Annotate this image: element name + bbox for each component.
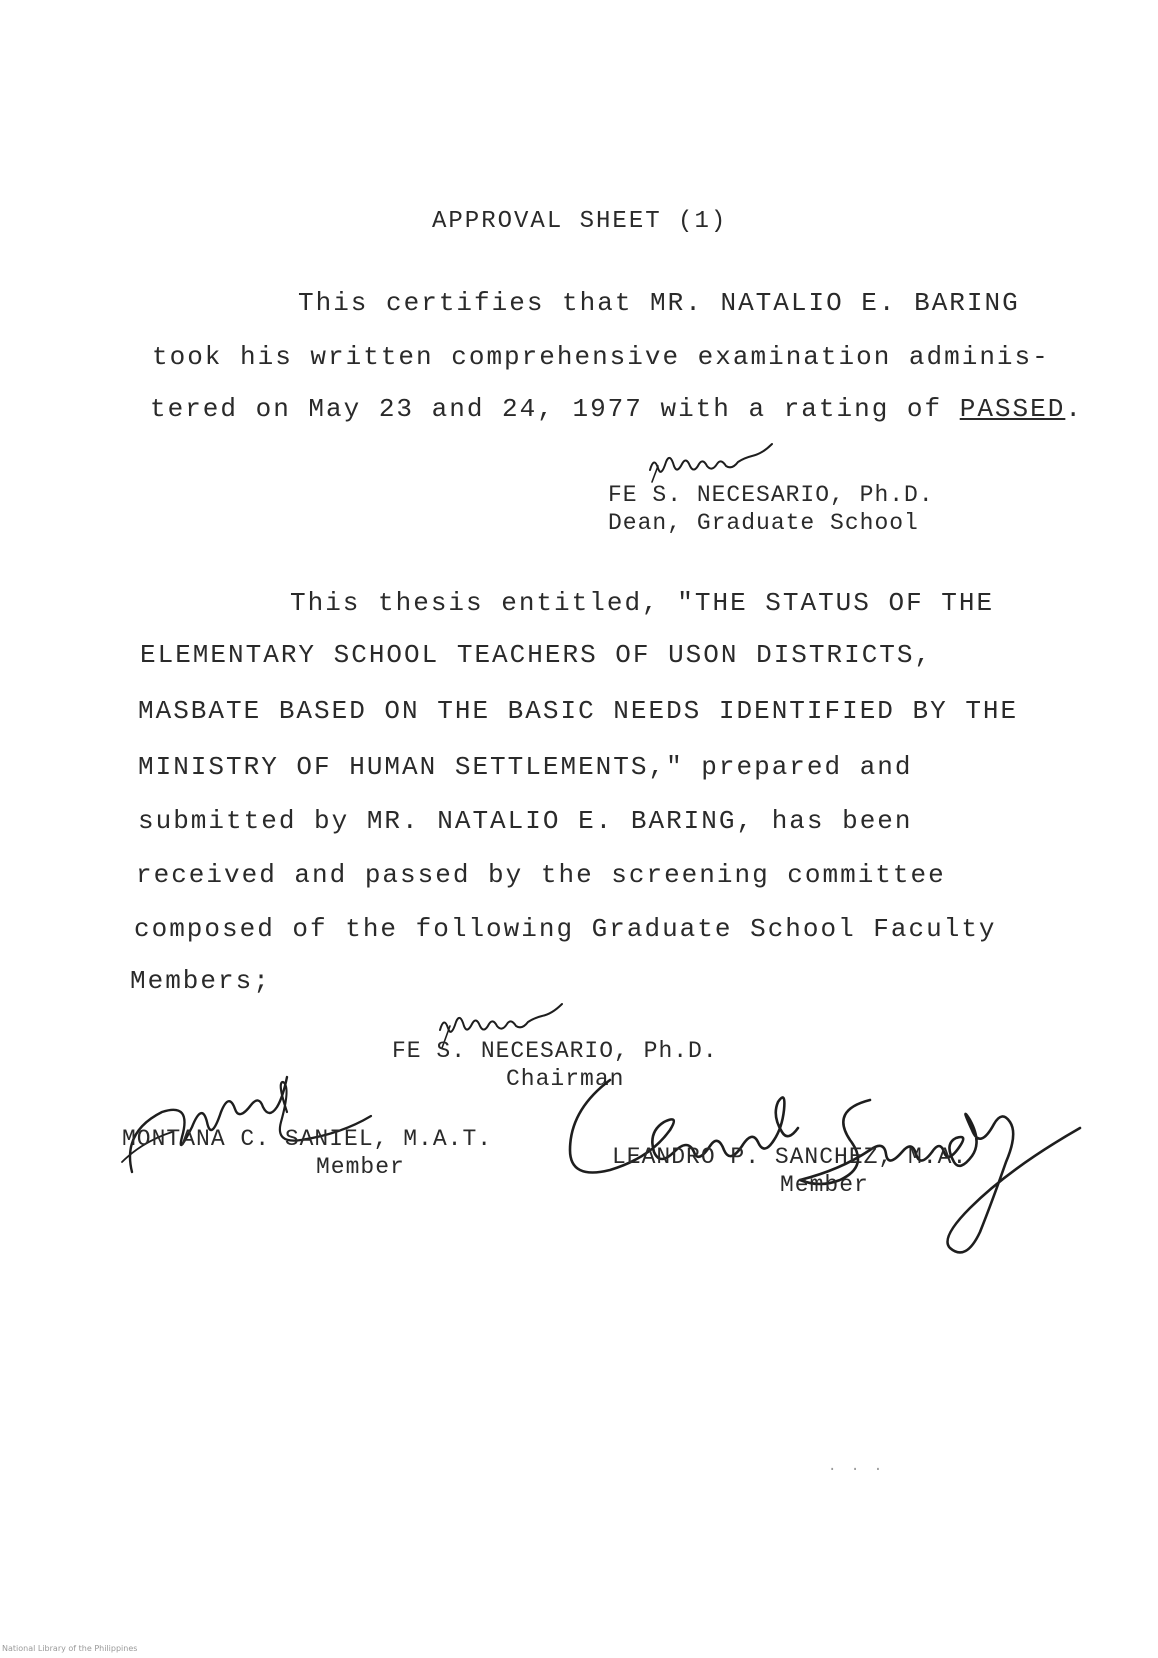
chairman-role: Chairman: [506, 1066, 625, 1092]
member-1-role: Member: [316, 1154, 405, 1180]
rating-suffix: .: [1065, 394, 1083, 424]
footer-note: National Library of the Philippines: [2, 1644, 138, 1653]
certification-line-1: This certifies that MR. NATALIO E. BARING: [298, 288, 1020, 318]
member-2-name: LEANDRO P. SANCHEZ, M.A.: [612, 1144, 968, 1170]
thesis-line-1: This thesis entitled, "THE STATUS OF THE: [290, 588, 995, 618]
certification-line-3: [150, 394, 1083, 424]
thesis-line-5: submitted by MR. NATALIO E. BARING, has been: [138, 806, 913, 836]
dean-role: Dean, Graduate School: [608, 510, 919, 536]
certification-line-2: took his written comprehensive examination adminis-: [152, 342, 1050, 372]
scan-dots: . . .: [828, 1458, 886, 1474]
thesis-line-6: received and passed by the screening committee: [136, 860, 946, 890]
thesis-line-8: Members;: [130, 966, 271, 996]
member-1-name: MONTANA C. SANIEL, M.A.T.: [122, 1126, 493, 1152]
thesis-line-3: MASBATE BASED ON THE BASIC NEEDS IDENTIFIED BY THE: [138, 696, 1019, 726]
thesis-line-4: MINISTRY OF HUMAN SETTLEMENTS," prepared and: [138, 752, 913, 782]
page-title: APPROVAL SHEET (1): [432, 208, 728, 235]
member-2-role: Member: [780, 1172, 869, 1198]
thesis-line-2: ELEMENTARY SCHOOL TEACHERS OF USON DISTRICTS,: [140, 640, 933, 670]
chairman-name: FE S. NECESARIO, Ph.D.: [392, 1038, 718, 1064]
certification-line-3-text: tered on May 23 and 24, 1977 with a rating of: [150, 394, 960, 424]
thesis-line-7: composed of the following Graduate School Faculty: [134, 914, 997, 944]
dean-name: FE S. NECESARIO, Ph.D.: [608, 482, 934, 508]
rating-value: PASSED: [959, 394, 1066, 424]
